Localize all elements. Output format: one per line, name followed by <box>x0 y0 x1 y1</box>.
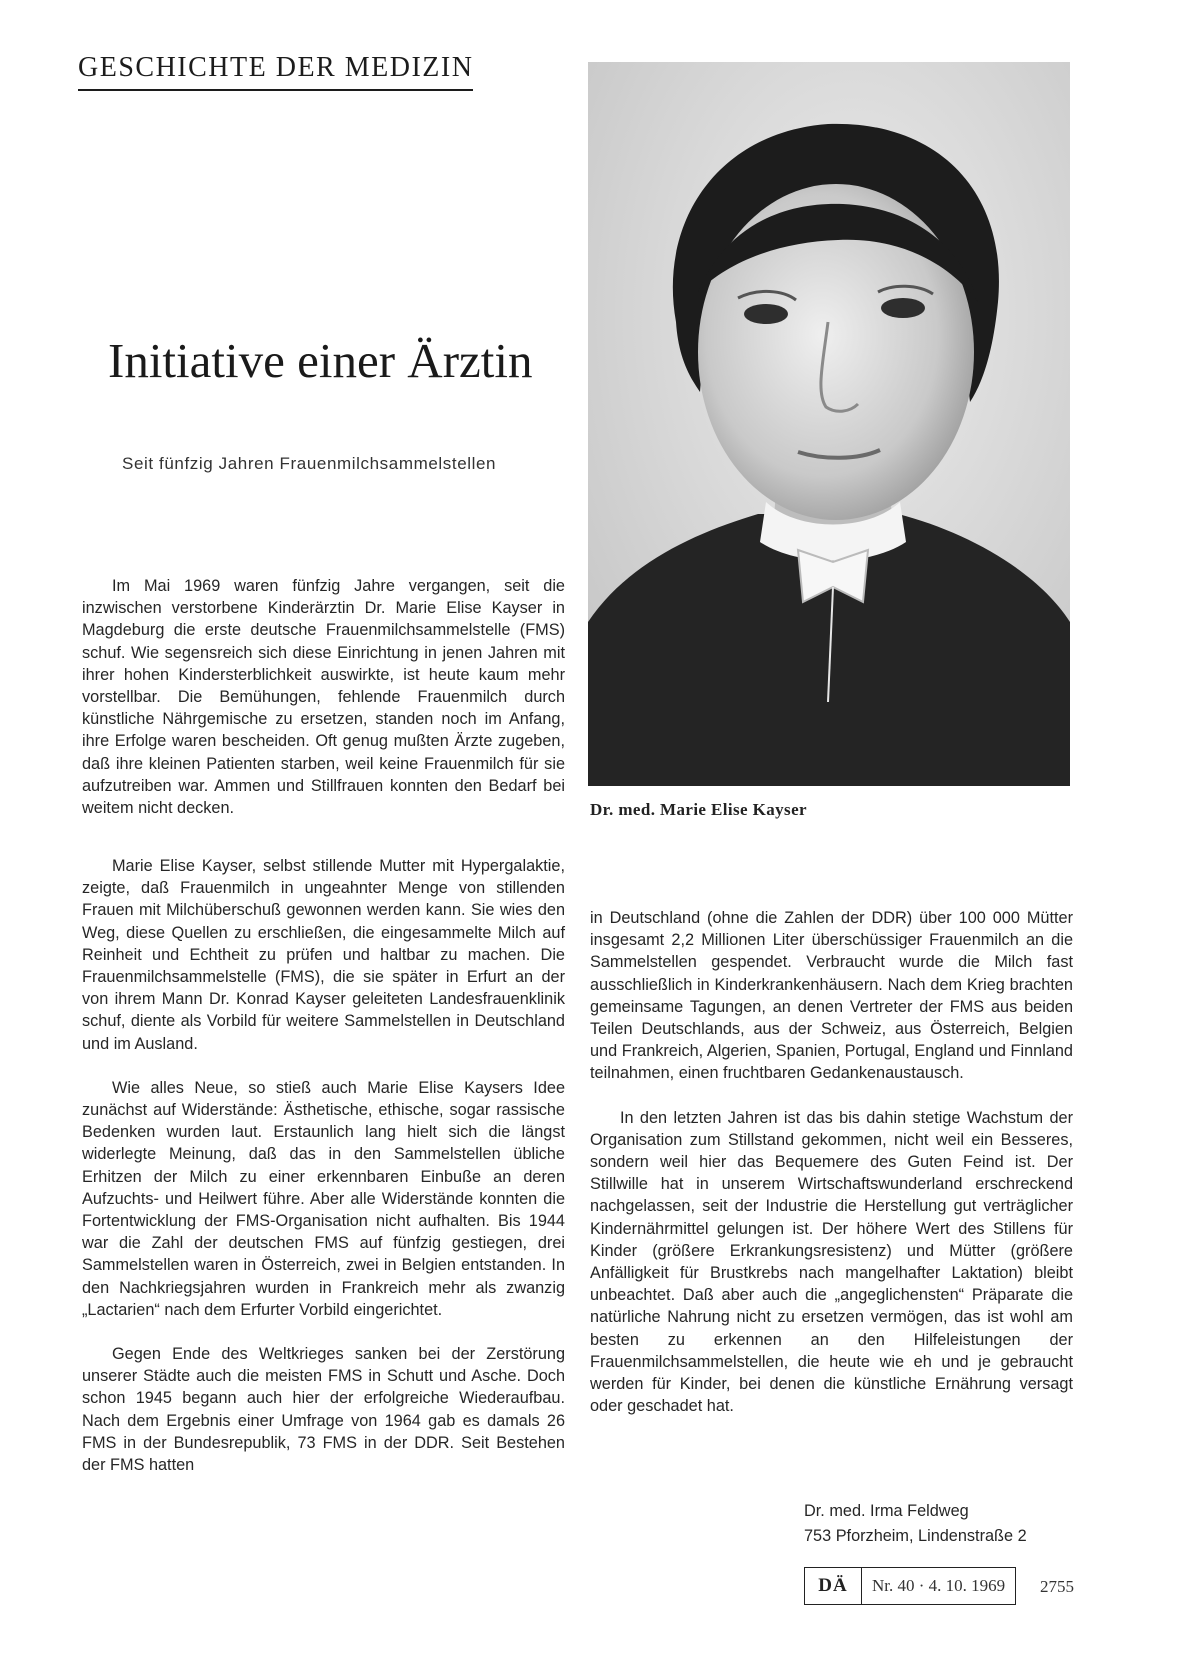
article-subtitle: Seit fünfzig Jahren Frauenmilchsammelstellen <box>122 454 497 473</box>
paragraph: Marie Elise Kayser, selbst stillende Mutter mit Hypergalaktie, zeigte, daß Frauenmilch in ungeahnter Menge von stillenden Frauen mit Milchüberschuß gewonnen werden kann. Sie wies den Weg, diese Quellen zu erschließen, die eingesammelte Milch auf Reinheit und Echtheit zu prüfen und haltbar zu machen. Die Frauenmilchsammelstelle (FMS), die sie später in Erfurt an der von ihrem Mann Dr. Konrad Kayser geleiteten Landesfrauenklinik schuf, diente als Vorbild für weitere Sammelstellen in Deutschland und im Ausland. <box>82 857 565 1053</box>
paragraph: Im Mai 1969 waren fünfzig Jahre vergangen, seit die inzwischen verstorbene Kinderärztin Dr. Marie Elise Kayser in Magdeburg die erste deutsche Frauenmilchsammelstelle (FMS) schuf. Wie segensreich sich diese Einrichtung in jenen Jahren mit ihrer hohen Kindersterblichkeit auswirkte, ist heute kaum mehr vorstellbar. Die Bemühungen, fehlende Frauenmilch durch künstliche Nährgemische zu ersetzen, standen noch im Anfang, ihre Erfolge waren bescheiden. Oft genug mußten Ärzte zugeben, daß ihre kleinen Patienten starben, weil keine Frauenmilch für sie aufzutreiben war. Ammen und Stillfrauen konnten den Bedarf bei weitem nicht decken. <box>82 577 565 818</box>
author-name: Dr. med. Irma Feldweg <box>804 1502 969 1520</box>
page-number: 2755 <box>1040 1577 1074 1596</box>
left-column <box>82 855 565 1476</box>
paragraph: Wie alles Neue, so stieß auch Marie Elise Kaysers Idee zunächst auf Widerstände: Ästhetische, ethische, sogar rassische Bedenken wurden laut. Erstaunlich lang hielt sich die längst widerlegte Meinung, daß das in den Sammelstellen übliche Erhitzen der Milch zu einer erkennbaren Einbuße an deren Aufzuchts- und Heilwert führe. Aber alle Widerstände konnten die Fortentwicklung der FMS-Organisation nicht aufhalten. Bis 1944 war die Zahl der deutschen FMS auf fünfzig gestiegen, drei Sammelstellen waren in Österreich, zwei in Belgien entstanden. In den Nachkriegsjahren wurden in Frankreich mehr als zwanzig „Lactarien“ nach dem Erfurter Vorbild eingerichtet. <box>82 1078 565 1319</box>
right-column <box>590 907 1073 1417</box>
journal-logo: DÄ <box>805 1568 862 1604</box>
paragraph: in Deutschland (ohne die Zahlen der DDR) über 100 000 Mütter insgesamt 2,2 Millionen Liter überschüssiger Frauenmilch an die Sammelstellen gespendet. Verbraucht wurde die Milch fast ausschließlich in Kinderkrankenhäusern. Nach dem Krieg brachten gemeinsame Tagungen, an denen Vertreter der FMS aus beiden Teilen Deutschlands, aus der Schweiz, aus Österreich, Belgien und Frankreich, Algerien, Spanien, Portugal, England und Finnland teilnahmen, einen fruchtbaren Gedankenaustausch. <box>590 909 1073 1083</box>
paragraph: In den letzten Jahren ist das bis dahin stetige Wachstum der Organisation zum Stillstand gekommen, nicht weil ein Besseres, sondern weil hier das Bequemere des Guten Feind ist. Der Stillwille hat in unserem Wirtschaftswunderland erschreckend nachgelassen, seit der Industrie die Herstellung gut verträglicher Kindernährmittel gelungen ist. Der höhere Wert des Stillens für Kinder (größere Erkrankungsresistenz) und Mütter (größere Anfälligkeit für Brustkrebs nach mangelhafter Laktation) bleibt unbeachtet. Daß aber auch die „angeglichensten“ Präparate die natürliche Nahrung nicht zu ersetzen vermögen, das ist wohl am besten zu erkennen an den Hilfeleistungen der Frauenmilchsammelstellen, die heute wie eh und je gebraucht werden für Kinder, bei denen die künstliche Ernährung versagt oder geschadet hat. <box>590 1108 1073 1416</box>
photo-caption: Dr. med. Marie Elise Kayser <box>590 800 807 819</box>
intro-column <box>82 575 565 819</box>
journal-footer <box>804 1567 1016 1605</box>
issue-info: Nr. 40 · 4. 10. 1969 <box>872 1576 1006 1595</box>
author-address: 753 Pforzheim, Lindenstraße 2 <box>804 1527 1027 1545</box>
paragraph: Gegen Ende des Weltkrieges sanken bei der Zerstörung unserer Städte auch die meisten FMS in Schutt und Asche. Doch schon 1945 begann auch hier der erfolgreiche Wiederaufbau. Nach dem Ergebnis einer Umfrage von 1964 gab es damals 26 FMS in der Bundesrepublik, 73 FMS in der DDR. Seit Bestehen der FMS hatten <box>82 1345 565 1475</box>
portrait-illustration <box>588 62 1070 786</box>
section-heading: GESCHICHTE DER MEDIZIN <box>78 52 473 91</box>
article-title: Initiative einer Ärztin <box>108 333 533 388</box>
portrait-photo <box>588 62 1070 786</box>
